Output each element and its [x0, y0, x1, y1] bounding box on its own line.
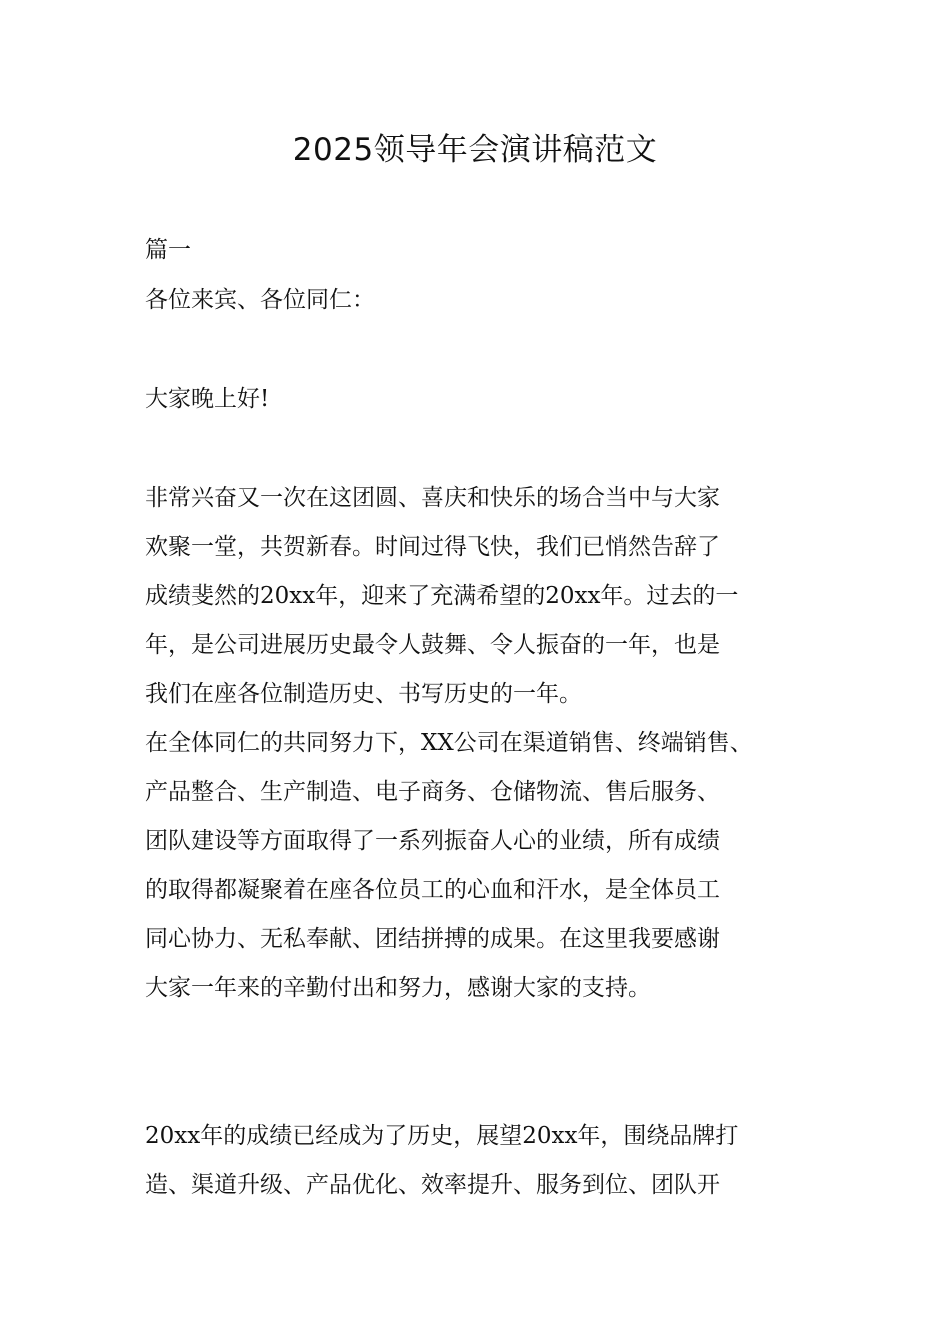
paragraph-line: 同心协力、无私奉献、团结拼搏的成果。在这里我要感谢	[145, 926, 720, 952]
paragraph-line: 的取得都凝聚着在座各位员工的心血和汗水，是全体员工	[145, 877, 720, 903]
paragraph-line: 产品整合、生产制造、电子商务、仓储物流、售后服务、	[145, 779, 720, 805]
paragraph-line: 造、渠道升级、产品优化、效率提升、服务到位、团队开	[145, 1172, 720, 1198]
paragraph-2	[145, 719, 825, 1013]
paragraph-1	[145, 474, 825, 719]
paragraph-3	[145, 1112, 825, 1210]
section-label: 篇一	[145, 237, 191, 263]
paragraph-line: 欢聚一堂，共贺新春。时间过得飞快，我们已悄然告辞了	[145, 534, 720, 560]
paragraph-line: 我们在座各位制造历史、书写历史的一年。	[145, 681, 582, 707]
paragraph-line: 在全体同仁的共同努力下，XX公司在渠道销售、终端销售、	[145, 730, 753, 756]
opening-greeting: 大家晚上好!	[145, 386, 270, 412]
salutation: 各位来宾、各位同仁：	[145, 287, 375, 313]
paragraph-line: 团队建设等方面取得了一系列振奋人心的业绩，所有成绩	[145, 828, 720, 854]
paragraph-line: 年，是公司进展历史最令人鼓舞、令人振奋的一年，也是	[145, 632, 720, 658]
document-title: 2025领导年会演讲稿范文	[292, 132, 658, 168]
paragraph-line: 20xx年的成绩已经成为了历史，展望20xx年，围绕品牌打	[145, 1123, 739, 1149]
paragraph-line: 非常兴奋又一次在这团圆、喜庆和快乐的场合当中与大家	[145, 485, 720, 511]
paragraph-line: 大家一年来的辛勤付出和努力，感谢大家的支持。	[145, 975, 651, 1001]
paragraph-line: 成绩斐然的20xx年，迎来了充满希望的20xx年。过去的一	[145, 583, 739, 609]
